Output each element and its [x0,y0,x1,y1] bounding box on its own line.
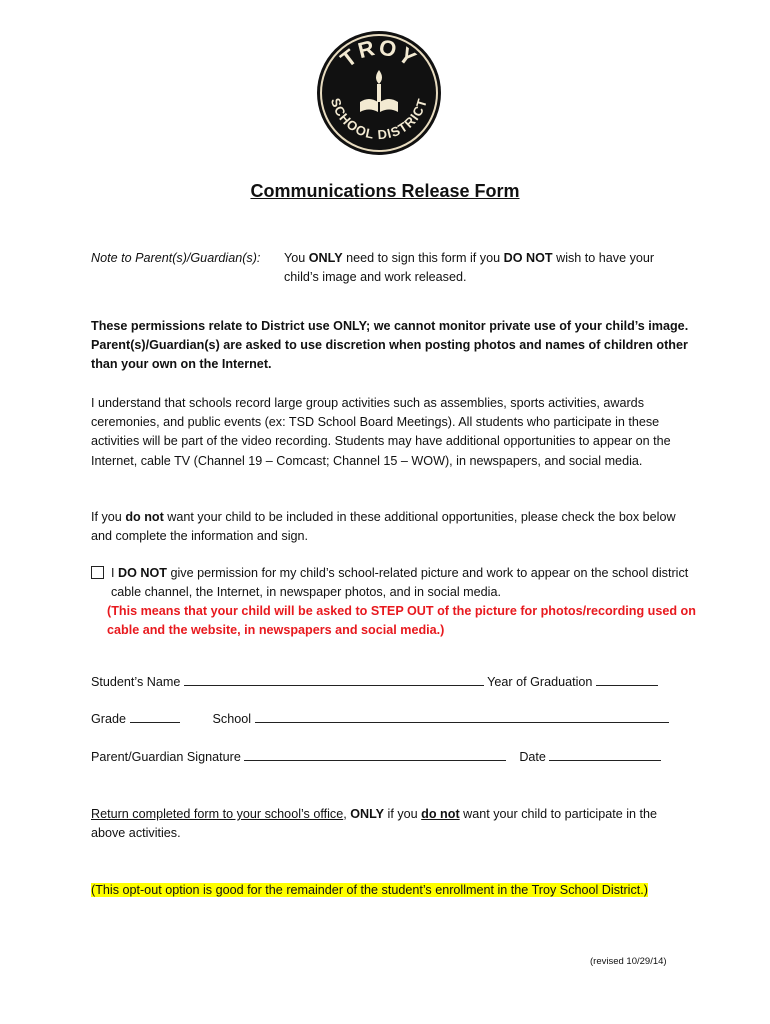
text: if you [384,807,422,821]
grade-field[interactable] [130,710,180,723]
text: If you [91,510,126,524]
signature-field[interactable] [244,748,506,761]
opt-out-checkbox[interactable] [91,566,104,579]
checkbox-warning: (This means that your child will be asked to STEP OUT of the picture for photos/recording used on cable and the website, in newspapers and social media.) [107,604,696,638]
school-label: School [212,712,252,726]
date-label: Date [519,750,546,764]
school-field[interactable] [255,710,669,723]
signature-label: Parent/Guardian Signature [91,750,241,764]
student-name-row [91,673,658,689]
logo-top-text: TROY [335,34,423,73]
revision-date: (revised 10/29/14) [590,956,667,967]
note-text: need to sign this form if you [342,251,504,265]
text: give permission for my child’s school-related picture and work to appear on the school district cable channel, the Internet, in newspaper photos, and in social media. [111,566,689,600]
note-text: wish to have your child’s image and work released. [284,251,655,284]
emph: do not [421,807,460,821]
emph: do not [125,510,164,524]
logo-bottom-text: SCHOOL DISTRICT [327,96,431,143]
if-not-paragraph [91,508,691,546]
graduation-label: Year of Graduation [487,675,593,689]
note-label: Note to Parent(s)/Guardian(s): [91,251,261,265]
return-paragraph [91,805,691,843]
note-to-parents [91,249,711,287]
text: Return completed form to your school’s office [91,807,344,821]
signature-row [91,748,661,764]
page-title: Communications Release Form [250,181,520,201]
opt-out-note [91,881,671,900]
note-emph: ONLY [308,251,343,265]
highlighted-text: (This opt-out option is good for the remainder of the student’s enrollment in the Troy School District.) [91,883,648,897]
understand-paragraph: I understand that schools record large group activities such as assemblies, sports activities, awards ceremonies, and public events (ex: TSD School Board Meetings). All students who participate in these activities will be part of the video recording. Students may have additional opportunities to appear on the Internet, cable TV (Channel 19 – Comcast; Channel 15 – WOW), in newspapers, and social media. [91,396,671,468]
note-emph: DO NOT [503,251,553,265]
student-name-label: Student’s Name [91,675,181,689]
grade-school-row [91,710,669,726]
student-name-field[interactable] [184,673,484,686]
emph: DO NOT [118,566,167,580]
permissions-paragraph: These permissions relate to District use ONLY; we cannot monitor private use of your child’s image. Parent(s)/Guardian(s) are asked to use discretion when posting photos and names of children other than your own on the Internet. [91,319,689,372]
graduation-field[interactable] [596,673,658,686]
checkbox-text [111,564,696,602]
date-field[interactable] [549,748,661,761]
text: want your child to be included in these additional opportunities, please check the box below and complete the information and sign. [91,510,676,544]
emph: ONLY [350,807,385,821]
text: I [111,566,118,580]
troy-school-district-logo [316,30,442,156]
text: , [343,807,351,821]
grade-label: Grade [91,712,127,726]
note-text: You [284,251,309,265]
text: want your child to participate in the above activities. [91,807,658,841]
